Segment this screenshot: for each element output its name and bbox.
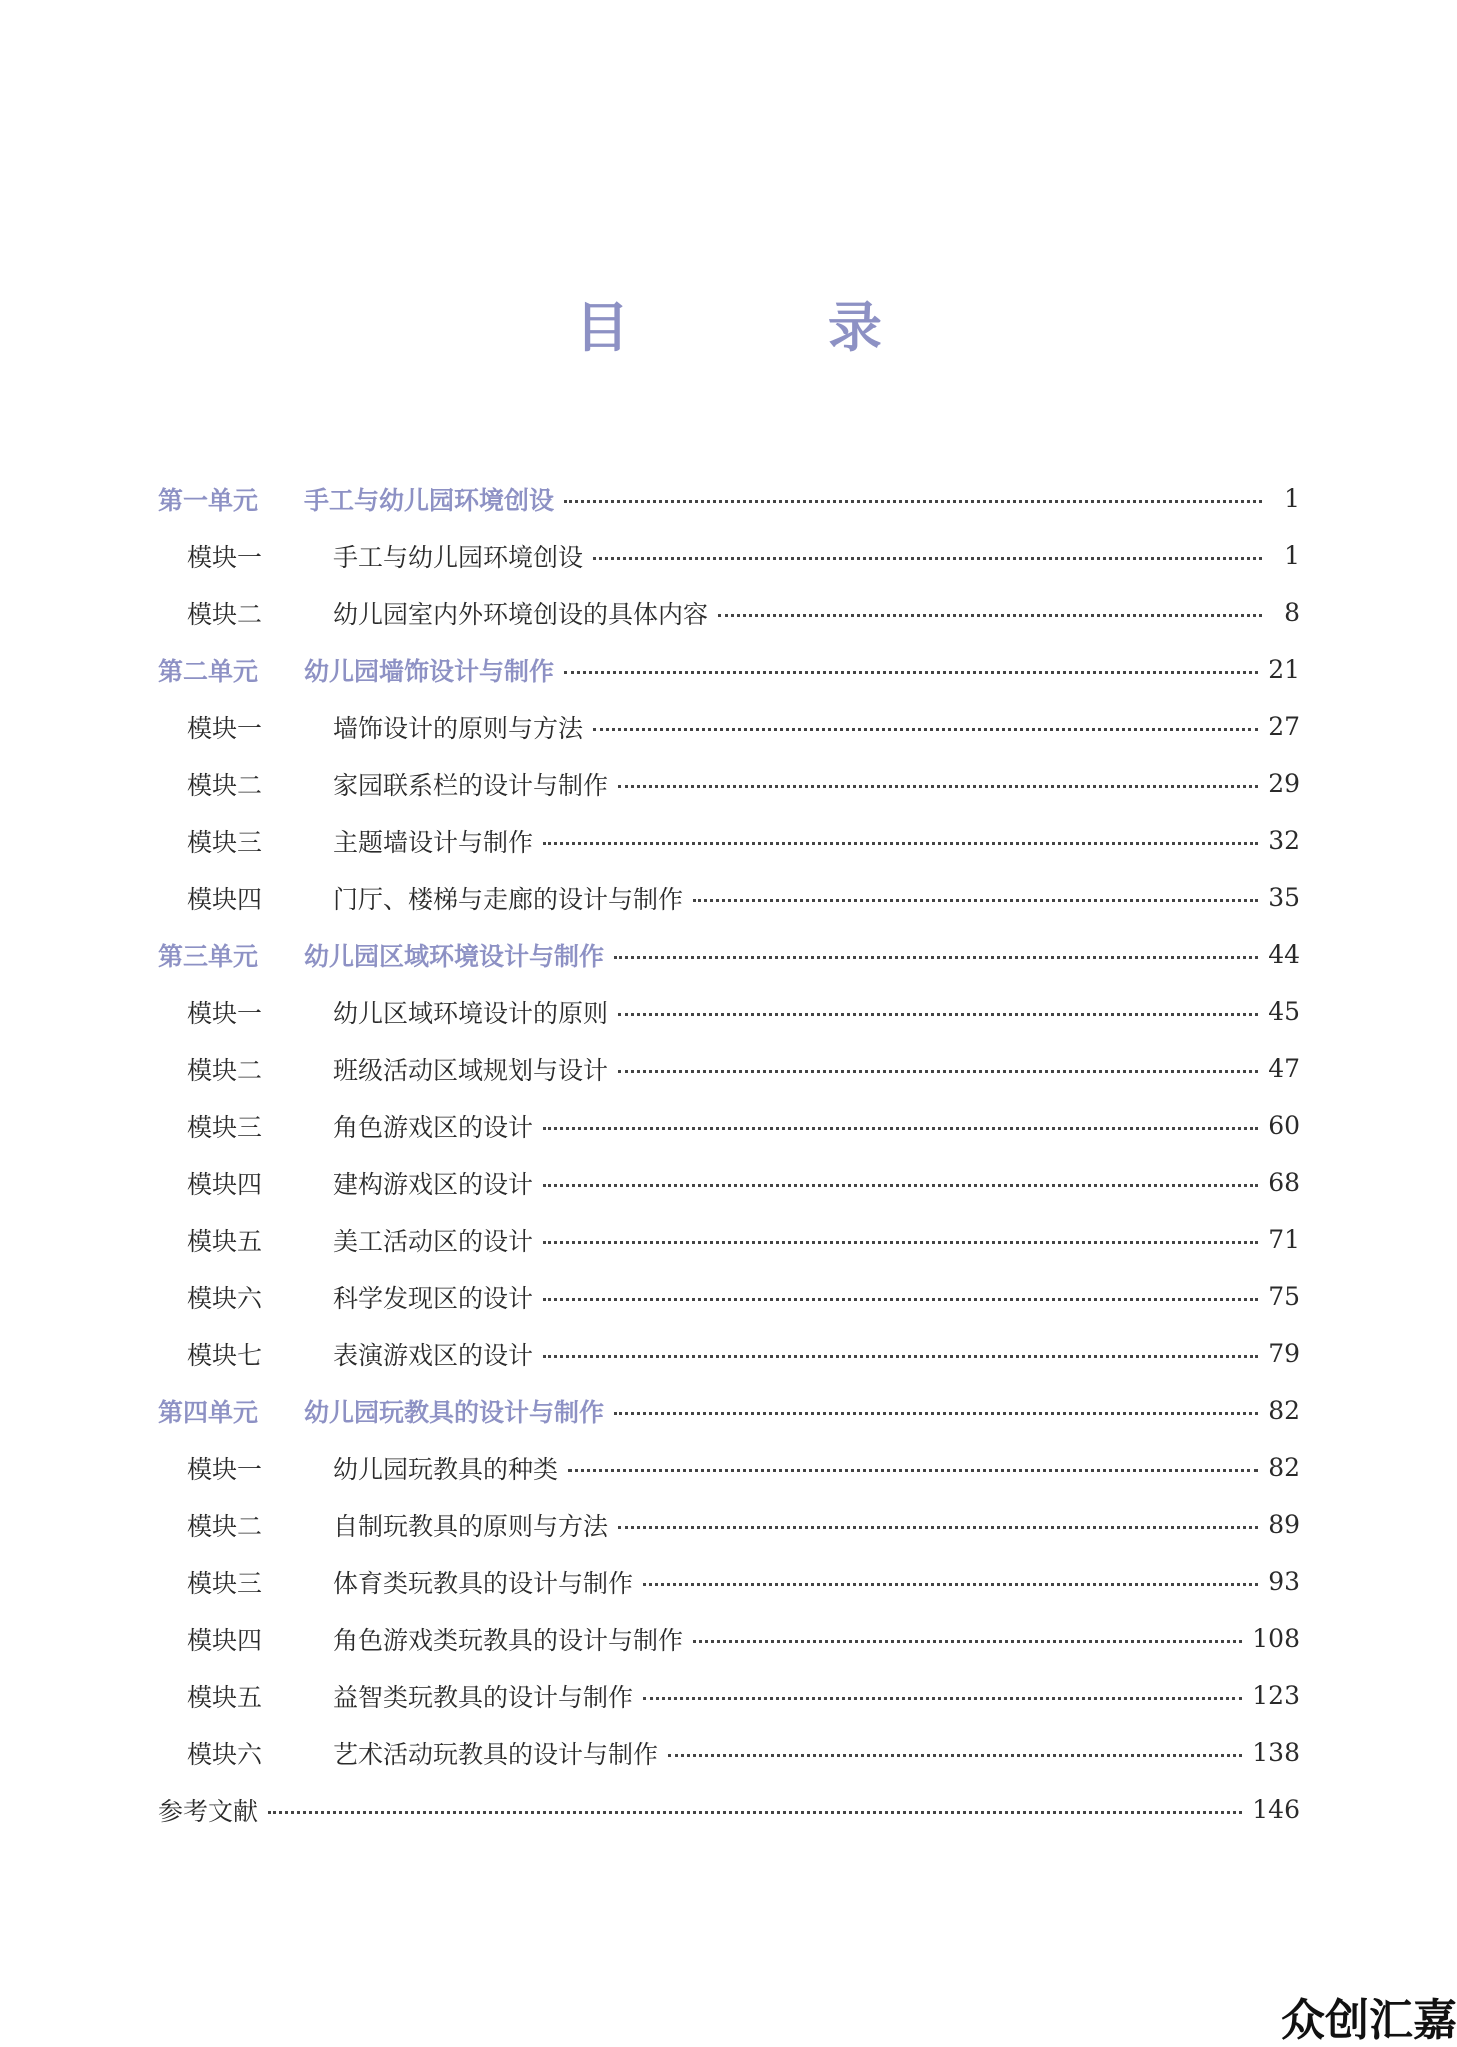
- toc-module-entry[interactable]: [158, 1496, 1300, 1553]
- toc-dot-leader: [693, 1640, 1242, 1643]
- toc-page-number: 89: [1268, 1510, 1300, 1539]
- toc-module-entry[interactable]: [158, 1268, 1300, 1325]
- toc-entry-number: 模块一: [187, 713, 263, 743]
- toc-entry-title: 班级活动区域规划与设计: [333, 1055, 609, 1085]
- toc-dot-leader: [693, 899, 1258, 902]
- toc-dot-leader: [543, 1298, 1258, 1301]
- toc-dot-leader: [543, 1127, 1258, 1130]
- toc-dot-leader: [643, 1583, 1258, 1586]
- toc-entry-title: 表演游戏区的设计: [333, 1340, 534, 1370]
- toc-page-number: 27: [1268, 712, 1300, 741]
- toc-dot-leader: [593, 728, 1258, 731]
- toc-entry-number: 模块四: [187, 884, 263, 914]
- toc-entry-number: 模块三: [187, 1568, 263, 1598]
- toc-page-number: 44: [1268, 940, 1300, 969]
- toc-entry-number: 第一单元: [158, 485, 259, 515]
- toc-module-entry[interactable]: [158, 755, 1300, 812]
- toc-entry-number: 第二单元: [158, 656, 259, 686]
- toc-module-entry[interactable]: [158, 1724, 1300, 1781]
- toc-dot-leader: [543, 1241, 1258, 1244]
- page-title: 目 录: [575, 295, 972, 359]
- toc-entry-title: 幼儿区域环境设计的原则: [333, 998, 609, 1028]
- toc-module-entry[interactable]: [158, 698, 1300, 755]
- toc-dot-leader: [618, 1013, 1258, 1016]
- toc-entry-title: 门厅、楼梯与走廊的设计与制作: [333, 884, 684, 914]
- toc-entry-title: 建构游戏区的设计: [333, 1169, 534, 1199]
- toc-entry-title: 幼儿园玩教具的种类: [333, 1454, 559, 1484]
- toc-dot-leader: [618, 1070, 1258, 1073]
- toc-entry-number: 模块二: [187, 1055, 263, 1085]
- toc-module-entry[interactable]: [158, 1097, 1300, 1154]
- toc-entry-number: 模块二: [187, 770, 263, 800]
- toc-references-entry[interactable]: [158, 1781, 1300, 1838]
- toc-entry-number: 模块一: [187, 998, 263, 1028]
- toc-page-number: 1: [1284, 484, 1300, 513]
- toc-page-number: 47: [1268, 1054, 1300, 1083]
- toc-entry-number: 模块七: [187, 1340, 263, 1370]
- toc-dot-leader: [593, 557, 1262, 560]
- toc-entry-number: 模块五: [187, 1682, 263, 1712]
- toc-page-number: 93: [1268, 1567, 1300, 1596]
- toc-unit-entry[interactable]: [158, 641, 1300, 698]
- toc-page-number: 21: [1268, 655, 1300, 684]
- toc-page-number: 108: [1252, 1624, 1300, 1653]
- toc-dot-leader: [614, 1412, 1258, 1415]
- toc-page-number: 82: [1268, 1396, 1300, 1425]
- toc-unit-entry[interactable]: [158, 1382, 1300, 1439]
- toc-module-entry[interactable]: [158, 812, 1300, 869]
- toc-entry-number: 模块四: [187, 1169, 263, 1199]
- toc-entry-title: 幼儿园墙饰设计与制作: [304, 656, 555, 686]
- toc-entry-number: 模块一: [187, 542, 263, 572]
- toc-entry-title: 科学发现区的设计: [333, 1283, 534, 1313]
- toc-entry-title: 艺术活动玩教具的设计与制作: [333, 1739, 659, 1769]
- toc-entry-title: 角色游戏区的设计: [333, 1112, 534, 1142]
- toc-module-entry[interactable]: [158, 1211, 1300, 1268]
- toc-module-entry[interactable]: [158, 584, 1300, 641]
- toc-dot-leader: [568, 1469, 1258, 1472]
- toc-page-number: 79: [1268, 1339, 1300, 1368]
- toc-page-number: 45: [1268, 997, 1300, 1026]
- toc-entry-title: 幼儿园区域环境设计与制作: [304, 941, 605, 971]
- toc-dot-leader: [564, 671, 1258, 674]
- toc-page-number: 60: [1268, 1111, 1300, 1140]
- toc-dot-leader: [643, 1697, 1242, 1700]
- toc-entry-number: 第三单元: [158, 941, 259, 971]
- toc-entry-title: 家园联系栏的设计与制作: [333, 770, 609, 800]
- toc-page-number: 8: [1284, 598, 1300, 627]
- toc-page-number: 29: [1268, 769, 1300, 798]
- toc-module-entry[interactable]: [158, 1439, 1300, 1496]
- toc-dot-leader: [614, 956, 1258, 959]
- toc-dot-leader: [543, 842, 1258, 845]
- toc-dot-leader: [564, 500, 1262, 503]
- toc-page-number: 146: [1252, 1795, 1300, 1824]
- toc-entry-number: 第四单元: [158, 1397, 259, 1427]
- toc-entry-number: 模块五: [187, 1226, 263, 1256]
- toc-module-entry[interactable]: [158, 1325, 1300, 1382]
- toc-module-entry[interactable]: [158, 1154, 1300, 1211]
- toc-module-entry[interactable]: [158, 1667, 1300, 1724]
- toc-entry-title: 墙饰设计的原则与方法: [333, 713, 584, 743]
- toc-entry-title: 角色游戏类玩教具的设计与制作: [333, 1625, 684, 1655]
- toc-entry-number: 模块三: [187, 1112, 263, 1142]
- toc-entry-title: 体育类玩教具的设计与制作: [333, 1568, 634, 1598]
- toc-entry-number: 模块一: [187, 1454, 263, 1484]
- toc-entry-title: 美工活动区的设计: [333, 1226, 534, 1256]
- toc-module-entry[interactable]: [158, 1610, 1300, 1667]
- toc-unit-entry[interactable]: [158, 926, 1300, 983]
- toc-dot-leader: [543, 1355, 1258, 1358]
- toc-module-entry[interactable]: [158, 869, 1300, 926]
- toc-entry-number: 模块二: [187, 1511, 263, 1541]
- toc-module-entry[interactable]: [158, 527, 1300, 584]
- toc-entry-title: 参考文献: [158, 1796, 259, 1826]
- toc-entry-title: 手工与幼儿园环境创设: [304, 485, 555, 515]
- toc-dot-leader: [618, 1526, 1258, 1529]
- toc-unit-entry[interactable]: [158, 470, 1300, 527]
- toc-entry-number: 模块六: [187, 1739, 263, 1769]
- toc-page-number: 138: [1252, 1738, 1300, 1767]
- toc-entry-title: 幼儿园室内外环境创设的具体内容: [333, 599, 709, 629]
- toc-dot-leader: [618, 785, 1258, 788]
- toc-entry-title: 幼儿园玩教具的设计与制作: [304, 1397, 605, 1427]
- toc-page-number: 68: [1268, 1168, 1300, 1197]
- toc-entry-title: 益智类玩教具的设计与制作: [333, 1682, 634, 1712]
- toc-page-number: 71: [1268, 1225, 1300, 1254]
- toc-page-number: 82: [1268, 1453, 1300, 1482]
- toc-entry-number: 模块六: [187, 1283, 263, 1313]
- toc-module-entry[interactable]: [158, 1553, 1300, 1610]
- watermark-logo: 众创汇嘉: [1281, 1995, 1457, 2046]
- toc-entry-title: 手工与幼儿园环境创设: [333, 542, 584, 572]
- toc-page-number: 1: [1284, 541, 1300, 570]
- toc-module-entry[interactable]: [158, 1040, 1300, 1097]
- table-of-contents: [158, 470, 1300, 1838]
- toc-entry-title: 自制玩教具的原则与方法: [333, 1511, 609, 1541]
- toc-dot-leader: [268, 1811, 1242, 1814]
- toc-entry-number: 模块三: [187, 827, 263, 857]
- toc-entry-number: 模块二: [187, 599, 263, 629]
- toc-page-number: 123: [1252, 1681, 1300, 1710]
- toc-dot-leader: [668, 1754, 1242, 1757]
- toc-dot-leader: [718, 614, 1262, 617]
- toc-page-number: 35: [1268, 883, 1300, 912]
- toc-entry-number: 模块四: [187, 1625, 263, 1655]
- toc-dot-leader: [543, 1184, 1258, 1187]
- toc-page-number: 75: [1268, 1282, 1300, 1311]
- toc-entry-title: 主题墙设计与制作: [333, 827, 534, 857]
- toc-module-entry[interactable]: [158, 983, 1300, 1040]
- toc-page-number: 32: [1268, 826, 1300, 855]
